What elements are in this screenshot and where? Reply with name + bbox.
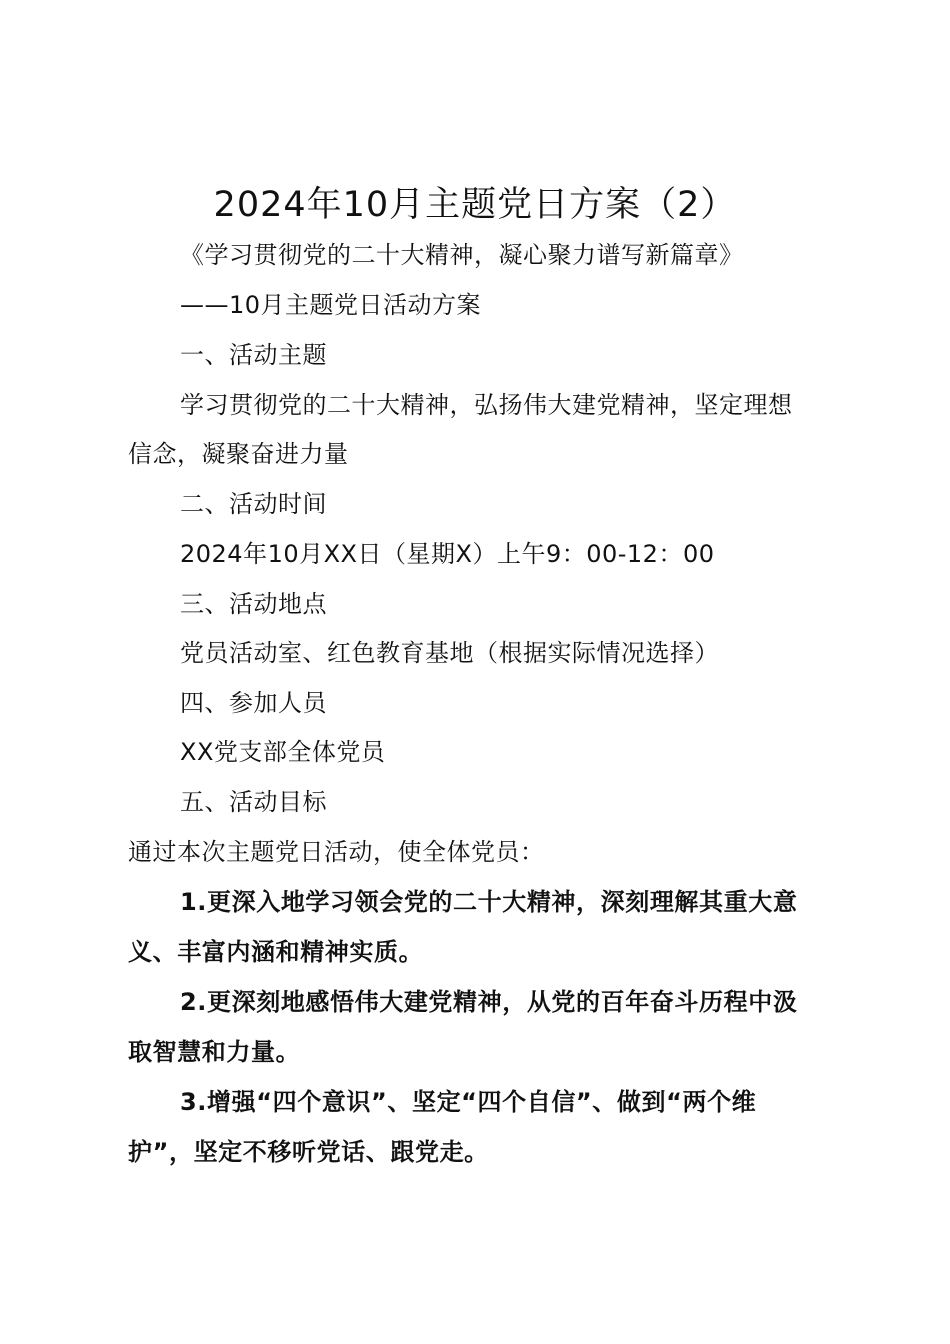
section-heading-place: 三、活动地点	[180, 590, 327, 618]
goal-2-line-1: 2.更深刻地感悟伟大建党精神，从党的百年奋斗历程中汲	[180, 988, 798, 1016]
goals-intro: 通过本次主题党日活动，使全体党员：	[128, 838, 545, 866]
document-subtitle-secondary: ——10月主题党日活动方案	[180, 291, 482, 319]
section-heading-theme: 一、活动主题	[180, 341, 327, 369]
section-heading-goals: 五、活动目标	[180, 788, 327, 816]
goal-3-line-1: 3.增强“四个意识”、坚定“四个自信”、做到“两个维	[180, 1088, 757, 1116]
section-heading-participants: 四、参加人员	[180, 689, 327, 717]
time-text: 2024年10月XX日（星期X）上午9：00-12：00	[180, 540, 715, 568]
goal-1-line-2: 义、丰富内涵和精神实质。	[128, 938, 424, 966]
goal-1-line-1: 1.更深入地学习领会党的二十大精神，深刻理解其重大意	[180, 888, 798, 916]
theme-text-line-2: 信念，凝聚奋进力量	[128, 440, 349, 468]
place-text: 党员活动室、红色教育基地（根据实际情况选择）	[180, 639, 719, 667]
goal-3-line-2: 护”，坚定不移听党话、跟党走。	[128, 1138, 489, 1166]
document-subtitle: 《学习贯彻党的二十大精神，凝心聚力谱写新篇章》	[180, 241, 744, 269]
goal-2-line-2: 取智慧和力量。	[128, 1038, 301, 1066]
theme-text-line-1: 学习贯彻党的二十大精神，弘扬伟大建党精神，坚定理想	[180, 391, 793, 419]
document-title: 2024年10月主题党日方案（2）	[213, 185, 737, 225]
section-heading-time: 二、活动时间	[180, 490, 327, 518]
participants-text: XX党支部全体党员	[180, 738, 386, 766]
